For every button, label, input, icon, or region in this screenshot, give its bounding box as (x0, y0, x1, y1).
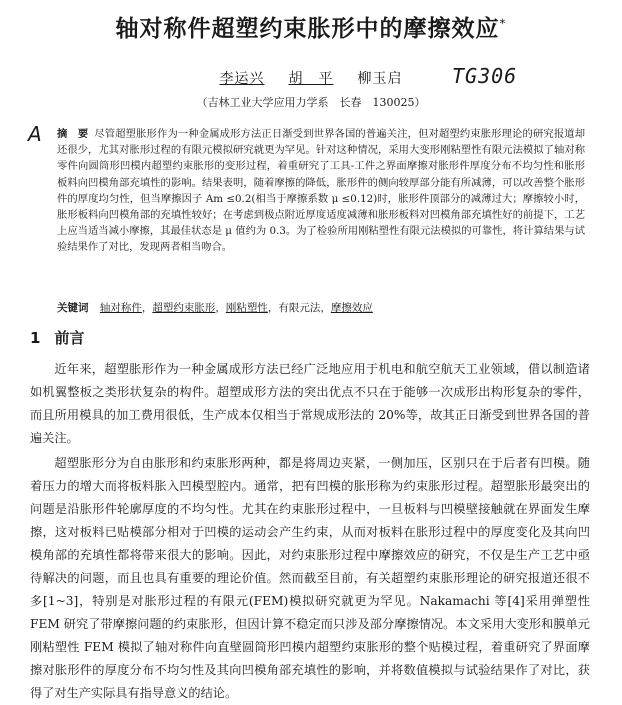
keyword-1: 轴对称件 (99, 302, 142, 314)
keyword-3: 刚粘塑性 (225, 302, 268, 314)
abstract (57, 126, 585, 256)
keyword-5: 摩擦效应 (330, 302, 373, 314)
section-title: 前言 (54, 329, 85, 347)
section-number: 1 (30, 329, 41, 347)
section-heading (30, 327, 84, 348)
abstract-label: 摘 要 (57, 128, 89, 140)
title-text: 轴对称件超塑约束胀形中的摩擦效应 (115, 16, 500, 42)
paragraph-text: 近年来，超塑胀形作为一种金属成形方法已经广泛地应用于机电和航空航天工业领域，借以制造诸如机翼整板之类形状复杂的构件。超塑成形方法的突出优点不只在于能够一次成形出构形复杂的零件，而且所用模具的加工费用很低，生产成本仅相当于常规成形法的 20%等，故其正日渐受到世界各国的普遍关注。 (30, 362, 590, 445)
author-1: 李运兴 (219, 71, 265, 87)
paragraph-text: 超塑胀形分为自由胀形和约束胀形两种，都是将周边夹紧，一侧加压，区别只在于后者有凹模。随着压力的增大而将板料胀入凹模型腔内。通常，把有凹模的胀形称为约束胀形过程。超塑胀形最突出的问题是沿胀形件轮廓厚度的不均匀性。尤其在约束胀形过程中，一旦板料与凹模壁接触就在界面发生摩擦，这对板料已贴模部分相对于凹模的运动会产生约束，从而对板料在胀形过程中的厚度变化及其向凹模角部的充填性都将带来很大的影响。因此，对约束胀形过程中摩擦效应的研究，不仅是生产工艺中亟待解决的问题，而且也具有重要的理论价值。然而截至目前，有关超塑约束胀形理论的研究报道还很不多[1~3]，特别是对胀形过程的有限元(FEM)模拟研究就更为罕见。Nakamachi 等[4]采用弹塑性 FEM 研究了带摩擦问题的约束胀形，但因计算不稳定而只涉及部分摩擦情况。本文采用大变形和膜单元刚粘塑性 FEM 模拟了轴对称件向直壁圆筒形凹模内超塑约束胀形的整个贴模过程，着重研究了界面摩擦对胀形件的厚度分布不均匀性及其向凹模角部充填性的影响，并将数值模拟与试验结果作了对比，获得了对生产实际具有指导意义的结论。 (30, 456, 590, 700)
author-list (0, 68, 622, 88)
abstract-text: 尽管超塑胀形作为一种金属成形方法正日渐受到世界各国的普遍关注，但对超塑约束胀形理论的研究报道却还很少，尤其对胀形过程的有限元模拟研究就更为罕见。针对这种情况，采用大变形刚粘塑性有限元法模拟了轴对称零件向圆筒形凹模内超塑约束胀形的变形过程，着重研究了工具-工件之界面摩擦对胀形件厚度分布不均匀性和胀形板料向凹模角部充填性的影响。结果表明，随着摩擦的降低，胀形件的侧向较厚部分能有所减薄，可以改善整个胀形件的厚度均匀性，但当摩擦因子 Am ≤0.2(相当于摩擦系数 μ ≤0.12)时，胀形件顶部分的减薄过大；摩擦较小时，胀形板料向凹模角部的充填性较好；在考虑到极点附近厚度适度减薄和胀形板料对凹模角部充填性好的前提下，工艺上应当适当减小摩擦，其最佳状态是 μ 值约为 0.3。为了检验所用刚粘塑性有限元法模拟的可靠性，将计算结果与试验结果作了对比，发现两者相当吻合。 (57, 128, 586, 254)
keyword-2: 超塑约束胀形 (152, 302, 216, 314)
keyword-4: 有限元法 (278, 302, 321, 314)
handwritten-classification-note: TG306 (452, 64, 518, 88)
margin-handwritten-mark: A (28, 122, 42, 146)
author-3: 柳玉启 (357, 71, 403, 87)
affiliation: （吉林工业大学应用力学系 长春 130025） (196, 96, 426, 109)
author-2: 胡 平 (288, 71, 334, 87)
paper-title (0, 10, 622, 43)
body-paragraph-2 (30, 452, 590, 705)
keywords-label: 关键词 (57, 302, 89, 314)
title-footnote-mark: * (499, 16, 507, 31)
keywords: 关键词 轴对称件，超塑约束胀形，刚粘塑性，有限元法，摩擦效应 (57, 302, 373, 314)
body-paragraph-1 (30, 358, 590, 450)
